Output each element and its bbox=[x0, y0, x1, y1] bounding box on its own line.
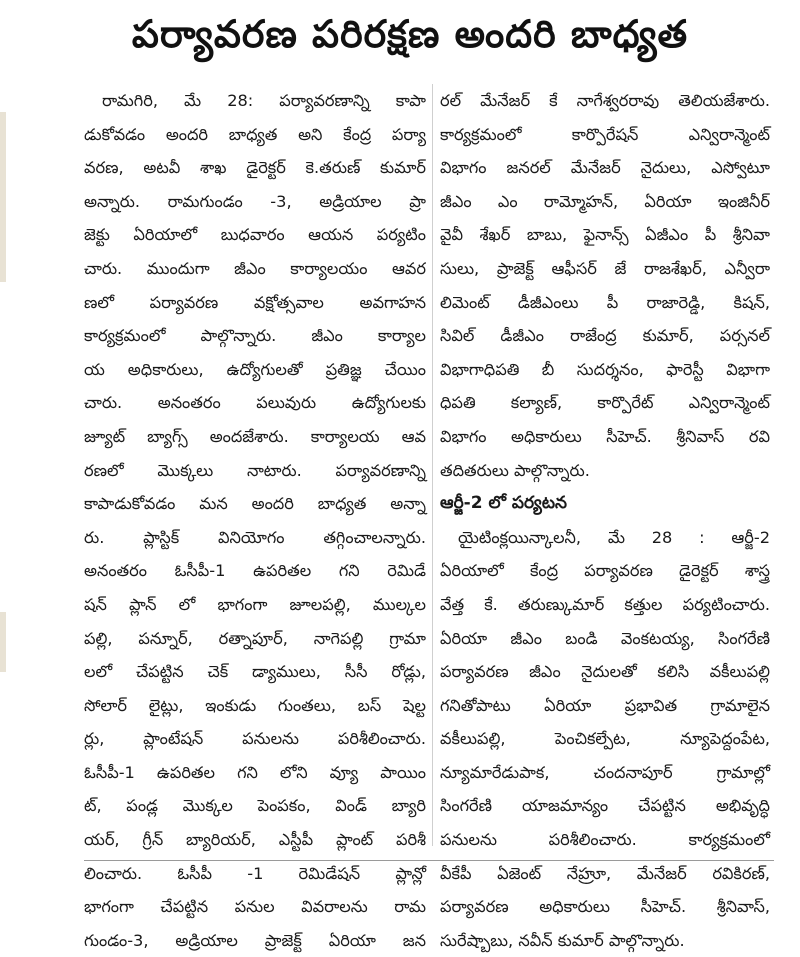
text-line: జెక్టు ఏరియాలో బుధవారం ఆయన పర్యటిం bbox=[84, 225, 426, 245]
text-line: సింగరేణి యాజమాన్యం చేపట్టిన అభివృద్ధి bbox=[440, 796, 770, 816]
text-line: కార్యక్రమంలో పాల్గొన్నారు. జీఎం కార్యాల bbox=[84, 326, 426, 346]
text-line: భాగంగా చేపట్టిన పనుల వివరాలను రామ bbox=[84, 897, 426, 917]
text-line: డుకోవడం అందరి బాధ్యత అని కేంద్ర పర్యా bbox=[84, 124, 426, 144]
text-line: సోలార్ లైట్లు, ఇంకుడు గుంతలు, బస్ షెల్ట bbox=[84, 695, 426, 715]
text-line: లిమెంట్ డీజీఎంలు పీ రాజారెడ్డి, కిషన్, bbox=[440, 292, 770, 312]
text-line: పల్లి, పన్నూర్, రత్నాపూర్, నాగెపల్లి గ్రామా bbox=[84, 628, 426, 648]
text-line: లించారు. ఓసీపీ -1 రెమిడేషన్ ప్లాన్లో bbox=[84, 863, 426, 883]
text-line: కార్యక్రమంలో కార్పొరేషన్ ఎన్విరాన్మెంట్ bbox=[440, 124, 770, 144]
text-line: ఏరియాలో కేంద్ర పర్యావరణ డైరెక్టర్ శాస్త్ర bbox=[440, 561, 770, 581]
text-line: రణలో మొక్కలు నాటారు. పర్యావరణాన్ని bbox=[84, 460, 426, 480]
text-line: అన్నారు. రామగుండం -3, అడ్రియాల ప్రా bbox=[84, 191, 426, 211]
text-line: న్యూమారేడుపాక, చందనాపూర్ గ్రామాల్లో bbox=[440, 762, 770, 782]
text-line: వరణ, అటవీ శాఖ డైరెక్టర్ కె.తరుణ్ కుమార్ bbox=[84, 158, 426, 178]
text-line: ఓసీపీ-1 ఉపరితల గని లోని వ్యూ పాయిం bbox=[84, 762, 426, 782]
text-line: గనితోపాటు ఏరియా ప్రభావిత గ్రామాలైన bbox=[440, 695, 770, 715]
text-line: వకీలుపల్లి, పెంచికల్పేట, న్యూపెద్దంపేట, bbox=[440, 729, 770, 749]
section-subheading: ఆర్జీ-2 లో పర్యటన bbox=[440, 493, 567, 514]
column-divider bbox=[432, 84, 433, 846]
text-line: కాపాడుకోవడం మన అందరి బాధ్యత అన్నా bbox=[84, 494, 426, 514]
text-line: అనంతరం ఓసీపీ-1 ఉపరితల గని రెమిడే bbox=[84, 561, 426, 581]
text-line: విభాగాధిపతి బీ సుదర్శనం, ఫారెస్టీ విభాగా bbox=[440, 359, 770, 379]
text-line: చారు. ముందుగా జీఎం కార్యాలయం ఆవర bbox=[84, 258, 426, 278]
text-line: రు. ప్లాస్టిక్ వినియోగం తగ్గించాలన్నారు. bbox=[84, 527, 426, 547]
article-headline: పర్యావరణ పరిరక్షణ అందరి బాధ్యత bbox=[131, 12, 689, 56]
text-line: ట్, పండ్ల మొక్కల పెంపకం, విండ్ బ్యారి bbox=[84, 796, 426, 816]
text-line: తదితరులు పాల్గొన్నారు. bbox=[440, 460, 590, 480]
text-line: సులు, ప్రాజెక్ట్ ఆఫీసర్ జే రాజశేఖర్, ఎన్వీరా bbox=[440, 258, 770, 278]
text-line: యైటింక్లయిన్కాలనీ, మే 28 : ఆర్జీ-2 bbox=[458, 527, 770, 547]
text-line: లలో చేపట్టిన చెక్ డ్యాములు, సీసీ రోడ్లు, bbox=[84, 662, 426, 682]
text-line: విభాగం అధికారులు సీహెచ్. శ్రీనివాస్ రవి bbox=[440, 426, 770, 446]
article-column-right bbox=[440, 84, 770, 950]
text-line: ర్లు, ప్లాంటేషన్ పనులను పరిశీలించారు. bbox=[84, 729, 426, 749]
text-line: ణలో పర్యావరణ వక్షోత్సవాల అవగాహన bbox=[84, 292, 426, 312]
page-edge-mark bbox=[0, 612, 6, 672]
text-line: పర్యావరణ అధికారులు సీహెచ్. శ్రీనివాస్, bbox=[440, 897, 770, 917]
text-line: యర్, గ్రీన్ బ్యారియర్, ఎస్టీపీ ప్లాంట్ పరిశీ bbox=[84, 830, 426, 850]
text-line: చారు. అనంతరం పలువురు ఉద్యోగులకు bbox=[84, 393, 426, 413]
article-column-left bbox=[84, 84, 426, 950]
text-line: య అధికారులు, ఉద్యోగులతో ప్రతిజ్ఞ చేయిం bbox=[84, 359, 426, 379]
bottom-divider bbox=[84, 860, 774, 861]
text-line: సురేష్బాబు, నవీన్ కుమార్ పాల్గొన్నారు. bbox=[440, 930, 685, 950]
text-line: జ్యూట్ బ్యాగ్స్ అందజేశారు. కార్యాలయ ఆవ bbox=[84, 426, 426, 446]
text-line: వేత్త కే. తరుణ్కుమార్ కత్తుల పర్యటించారు. bbox=[440, 594, 770, 614]
text-line: పనులను పరిశీలించారు. కార్యక్రమంలో bbox=[440, 830, 770, 850]
text-line: రామగిరి, మే 28: పర్యావరణాన్ని కాపా bbox=[102, 91, 426, 110]
text-line: వీకేపీ ఏజెంట్ నేహ్రూ, మేనేజర్ రవికిరణ్, bbox=[440, 863, 770, 883]
text-line: జీఎం ఎం రామ్మోహన్, ఏరియా ఇంజినీర్ bbox=[440, 191, 770, 211]
text-line: ధిపతి కల్యాణ్, కార్పొరేట్ ఎన్విరాన్మెంట్ bbox=[440, 393, 770, 413]
text-line: విభాగం జనరల్ మేనేజర్ నైదులు, ఎస్వోటూ bbox=[440, 158, 770, 178]
text-line: షన్ ప్లాన్ లో భాగంగా జూలపల్లి, ముల్కల bbox=[84, 594, 426, 614]
text-line: పర్యావరణ జీఎం నైదులతో కలిసి వకీలుపల్లి bbox=[440, 662, 770, 682]
text-line: వైవీ శేఖర్ బాబు, ఫైనాన్స్ ఏజీఎం పీ శ్రీనివా bbox=[440, 225, 770, 245]
text-line: ఏరియా జీఎం బండి వెంకటయ్య, సింగరేణి bbox=[440, 628, 770, 648]
text-line: గుండం-3, అడ్రియాల ప్రాజెక్ట్ ఏరియా జన bbox=[84, 930, 426, 950]
page-edge-mark bbox=[0, 112, 6, 282]
text-line: రల్ మేనేజర్ కే నాగేశ్వరరావు తెలియజేశారు. bbox=[440, 91, 770, 110]
text-line: సివిల్ డీజీఎం రాజేంద్ర కుమార్, పర్సనల్ bbox=[440, 326, 770, 346]
